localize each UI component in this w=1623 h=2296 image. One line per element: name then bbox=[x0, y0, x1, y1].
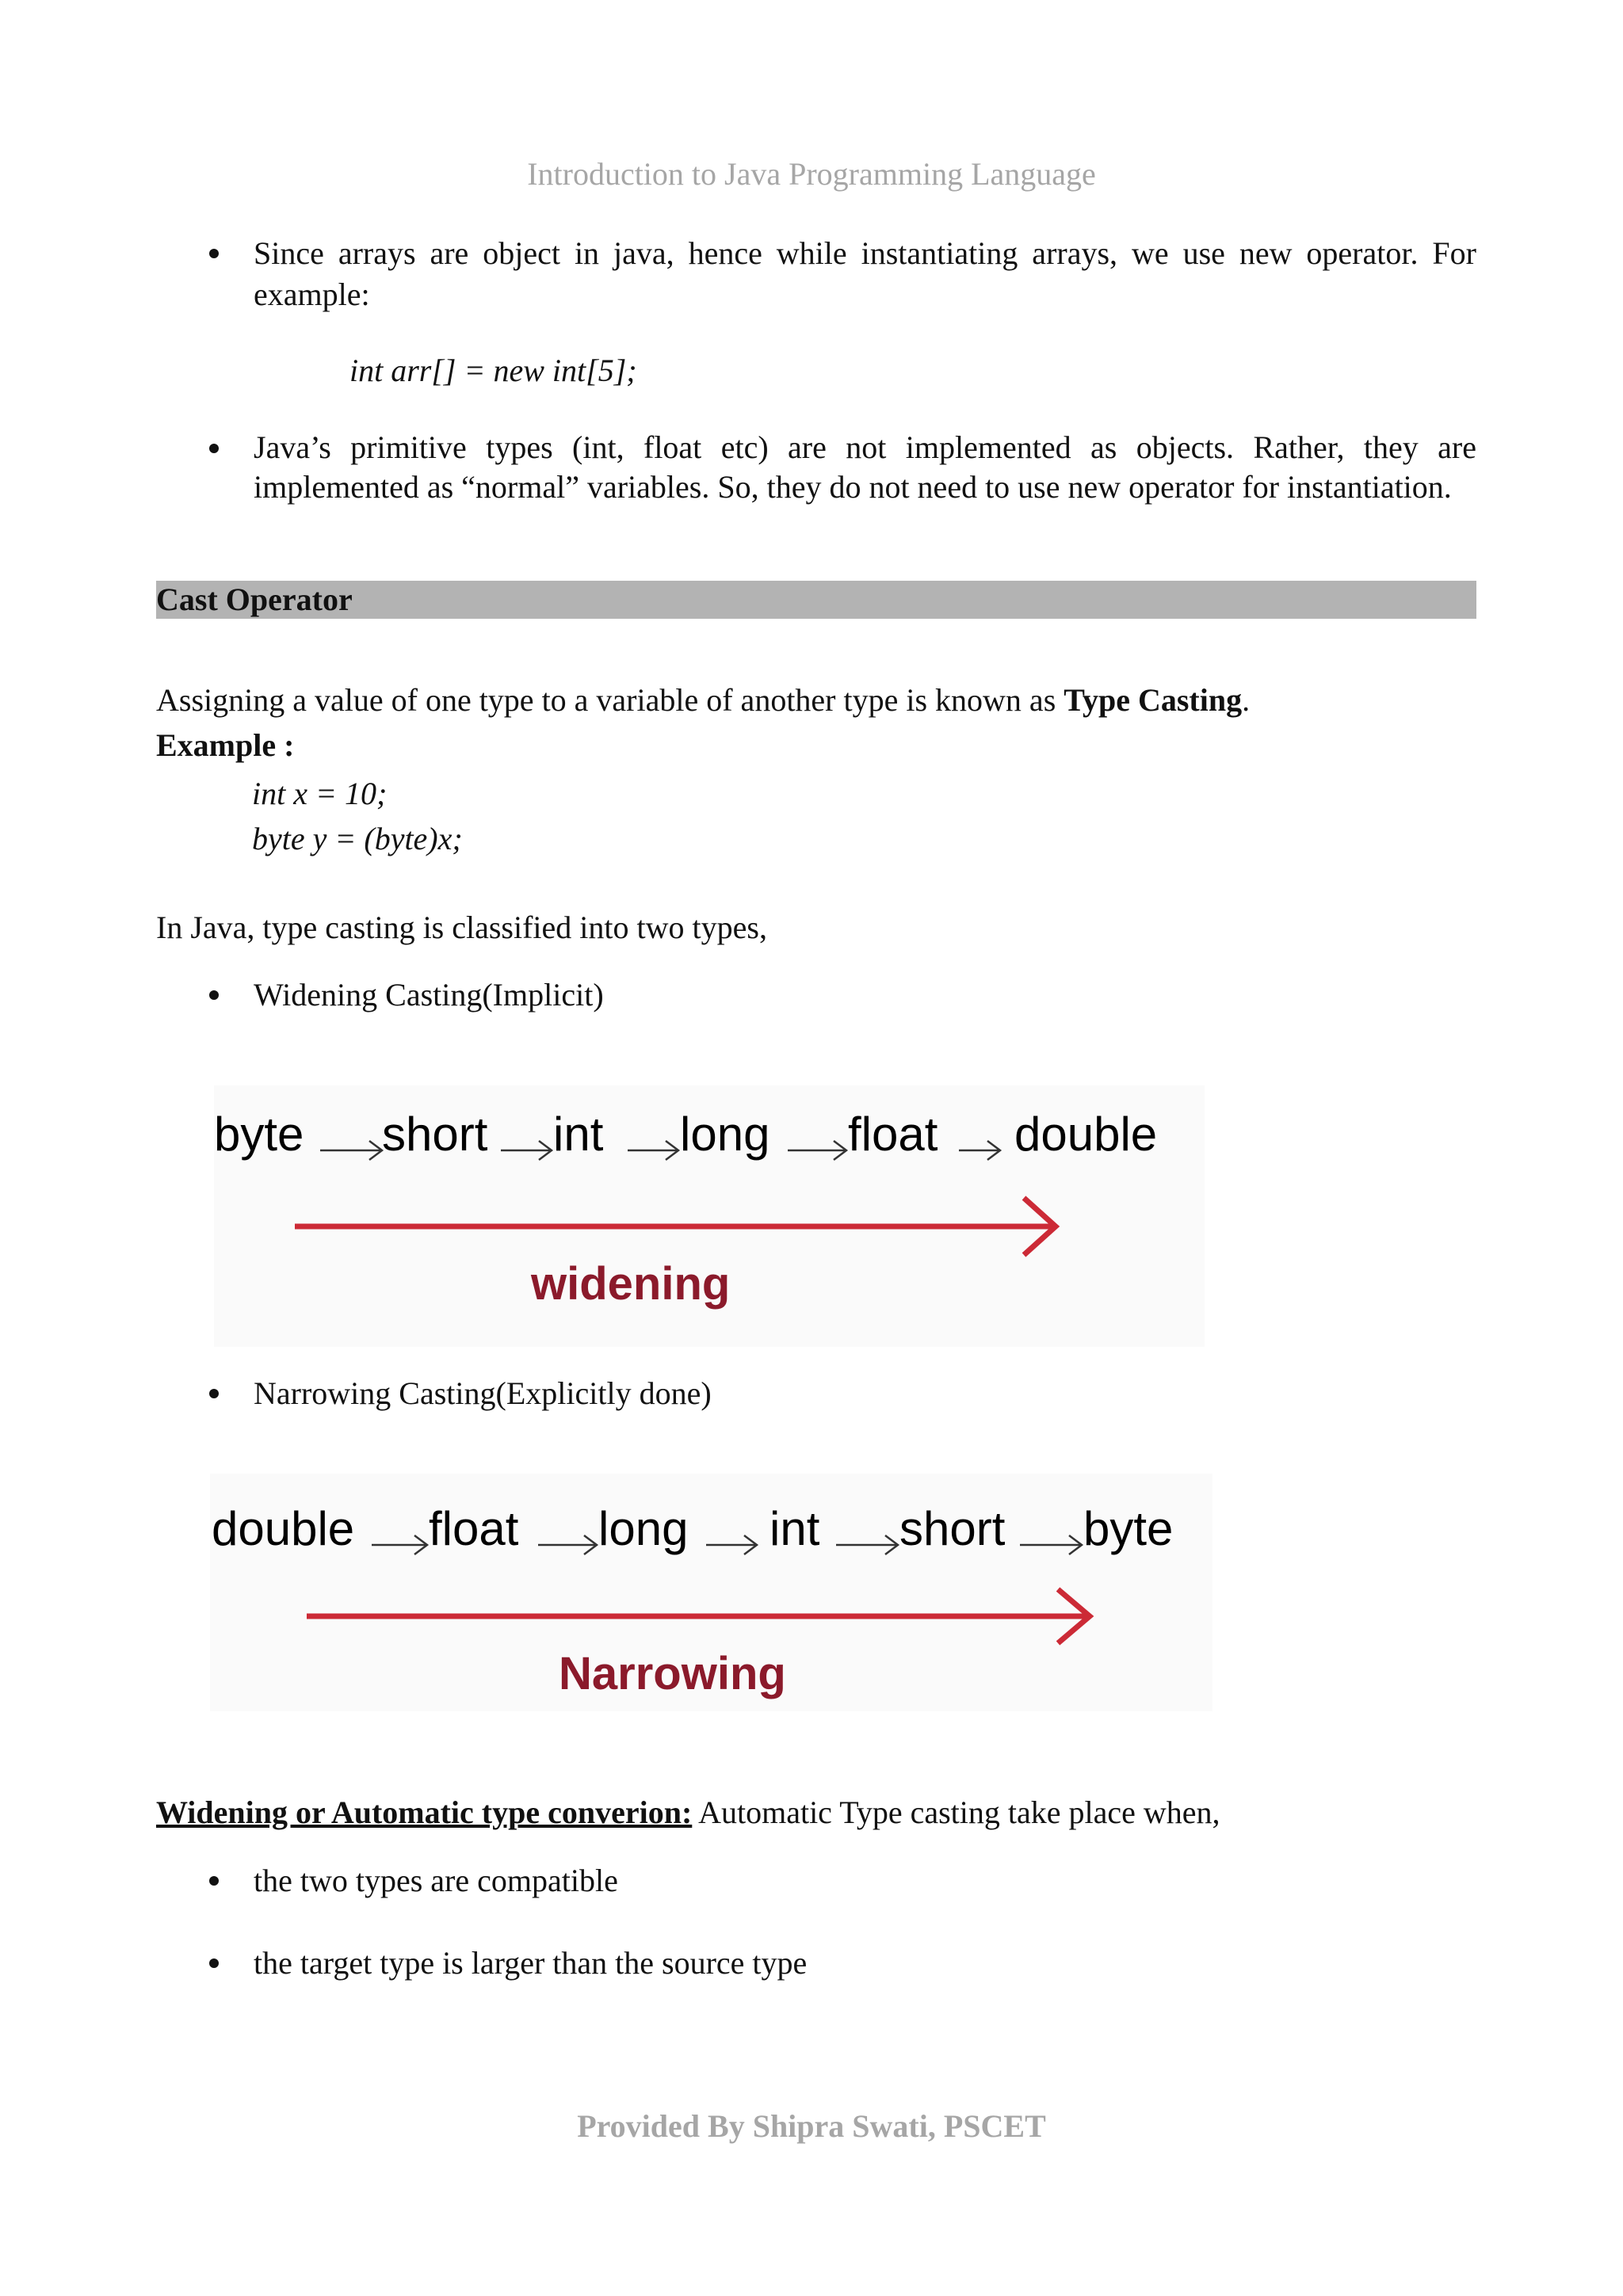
bullet-arrays-text: Since arrays are object in java, hence while instantiating arrays, we use new operator. For example: bbox=[254, 235, 1476, 312]
widening-label: widening bbox=[531, 1258, 731, 1310]
narrowing-type-1: float bbox=[429, 1502, 519, 1555]
auto-bullet-2: the target type is larger than the source type bbox=[254, 1945, 808, 1981]
casting-intro-end: . bbox=[1242, 682, 1251, 718]
narrowing-bullet-text: Narrowing Casting(Explicitly done) bbox=[254, 1375, 712, 1411]
auto-bullet-1: the two types are compatible bbox=[254, 1863, 618, 1898]
casting-intro bbox=[156, 680, 1476, 721]
casting-intro-bold: Type Casting bbox=[1064, 682, 1243, 718]
widening-type-3: long bbox=[680, 1108, 770, 1161]
bullet-dot bbox=[209, 990, 219, 1000]
widening-diagram bbox=[214, 1085, 1205, 1347]
page-header: Introduction to Java Programming Language bbox=[527, 156, 1096, 192]
narrowing-type-2: long bbox=[598, 1502, 689, 1555]
section-title: Cast Operator bbox=[156, 582, 353, 617]
classified-text: In Java, type casting is classified into two types, bbox=[156, 910, 767, 945]
narrowing-type-0: double bbox=[212, 1502, 355, 1555]
page-footer: Provided By Shipra Swati, PSCET bbox=[577, 2108, 1046, 2144]
array-code-example: int arr[] = new int[5]; bbox=[349, 353, 637, 388]
bullet-dot bbox=[209, 1958, 219, 1968]
bullet-dot bbox=[209, 1876, 219, 1886]
narrowing-type-5: byte bbox=[1083, 1502, 1174, 1555]
bullet-primitive-text: Java’s primitive types (int, float etc) are not implemented as objects. Rather, they are implemented as “normal” variables. So, they do not need to use new operator for instantiation. bbox=[254, 429, 1476, 505]
widening-bullet-text: Widening Casting(Implicit) bbox=[254, 977, 604, 1013]
bullet-dot bbox=[209, 249, 219, 258]
widening-type-5: double bbox=[1014, 1108, 1158, 1161]
example-label-text: Example : bbox=[156, 727, 295, 763]
section-bar bbox=[156, 581, 1476, 619]
bullet-dot bbox=[209, 1389, 219, 1398]
auto-conversion-line bbox=[156, 1792, 1476, 1833]
narrowing-diagram bbox=[210, 1474, 1212, 1711]
example-code-line-2: byte y = (byte)x; bbox=[252, 821, 463, 856]
auto-conversion-text: Automatic Type casting take place when, bbox=[692, 1794, 1220, 1830]
narrowing-type-3: int bbox=[769, 1502, 820, 1555]
widening-type-0: byte bbox=[214, 1108, 304, 1161]
example-label bbox=[156, 725, 294, 766]
casting-intro-text: Assigning a value of one type to a variable of another type is known as bbox=[156, 682, 1064, 718]
widening-type-2: int bbox=[553, 1108, 604, 1161]
widening-diagram-svg bbox=[214, 1085, 1205, 1347]
bullet-dot bbox=[209, 444, 219, 453]
narrowing-label: Narrowing bbox=[559, 1648, 786, 1699]
widening-type-4: float bbox=[848, 1108, 938, 1161]
widening-type-1: short bbox=[382, 1108, 488, 1161]
auto-conversion-heading: Widening or Automatic type converion: bbox=[156, 1794, 693, 1830]
narrowing-diagram-svg bbox=[210, 1474, 1212, 1711]
narrowing-type-4: short bbox=[899, 1502, 1006, 1555]
example-code-line-1: int x = 10; bbox=[252, 776, 388, 811]
